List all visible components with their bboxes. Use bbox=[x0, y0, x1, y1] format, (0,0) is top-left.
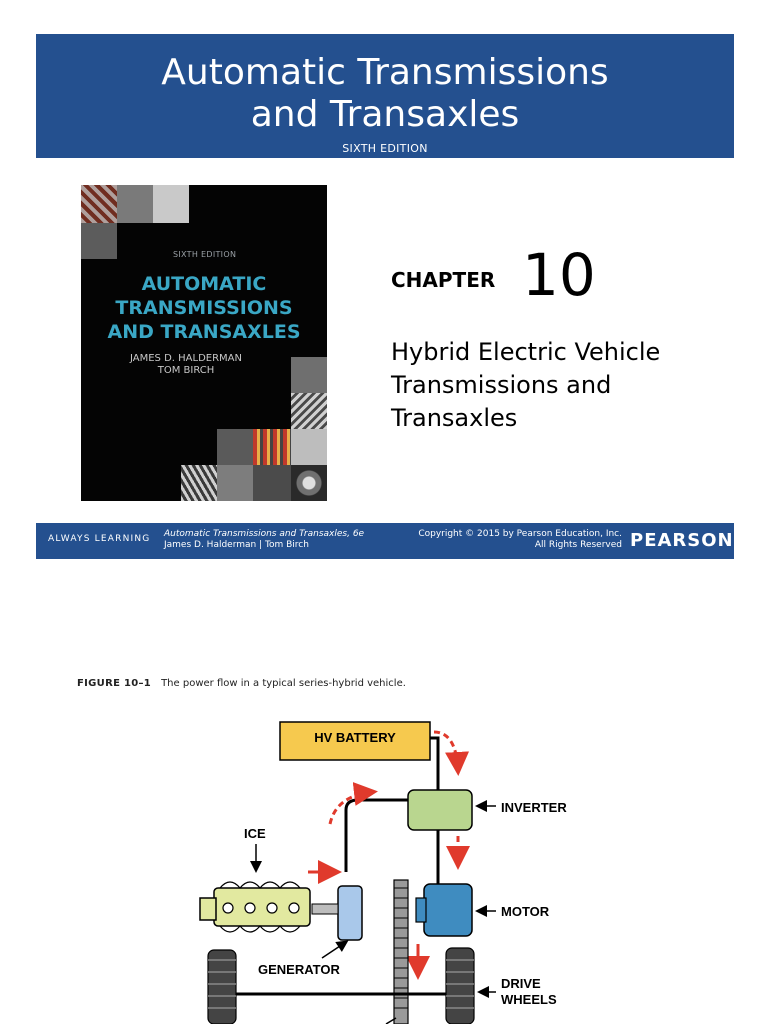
figure-caption-text: The power flow in a typical series-hybrid vehicle. bbox=[161, 678, 406, 689]
flow-arrow-generator-inverter bbox=[330, 792, 372, 824]
always-learning-label: ALWAYS LEARNING bbox=[48, 534, 151, 544]
book-title-line-1: Automatic Transmissions bbox=[161, 52, 609, 93]
battery-label: HV BATTERY bbox=[314, 730, 396, 745]
cover-photo-tile bbox=[253, 429, 291, 465]
cover-title-line-3: AND TRANSAXLES bbox=[107, 321, 301, 343]
generator-unit bbox=[338, 886, 362, 940]
cover-tile bbox=[253, 465, 291, 501]
leader-generator bbox=[322, 942, 346, 958]
battery-cable bbox=[430, 738, 438, 790]
cover-tile bbox=[81, 223, 117, 259]
transmission-gear bbox=[394, 880, 408, 1024]
pearson-logo: PEARSON bbox=[630, 530, 734, 551]
chapter-title-line-2: Transmissions and bbox=[391, 371, 612, 399]
chapter-title bbox=[391, 336, 721, 435]
drive-label: DRIVE bbox=[501, 976, 541, 991]
wheel-left bbox=[208, 950, 236, 1024]
title-banner bbox=[36, 34, 734, 158]
footer-bar bbox=[36, 523, 734, 559]
book-title-line-2: and Transaxles bbox=[250, 94, 520, 135]
footer-authors: James D. Halderman | Tom Birch bbox=[164, 540, 309, 550]
cover-title-line-1: AUTOMATIC bbox=[141, 273, 267, 295]
chapter-title-line-1: Hybrid Electric Vehicle bbox=[391, 338, 661, 366]
cover-author-1: JAMES D. HALDERMAN bbox=[130, 353, 242, 364]
generator-label: GENERATOR bbox=[258, 962, 340, 977]
cover-photo-tile bbox=[291, 465, 327, 501]
motor-label: MOTOR bbox=[501, 904, 550, 919]
cover-tile bbox=[217, 465, 253, 501]
generator-cable bbox=[346, 800, 408, 872]
chapter-title-line-3: Transaxles bbox=[391, 404, 518, 432]
book-cover bbox=[81, 185, 327, 501]
cover-tile bbox=[117, 185, 153, 223]
series-hybrid-diagram bbox=[190, 712, 590, 1024]
cover-tile bbox=[291, 357, 327, 393]
cover-tile bbox=[153, 185, 189, 223]
footer-book-title: Automatic Transmissions and Transaxles, 6e bbox=[164, 529, 365, 539]
cover-tile bbox=[217, 429, 253, 465]
ice-label: ICE bbox=[244, 826, 266, 841]
cover-photo-tile bbox=[181, 465, 217, 501]
ice-engine bbox=[200, 882, 310, 932]
cover-tile bbox=[291, 429, 327, 465]
copyright-notice bbox=[416, 529, 622, 551]
inverter-label: INVERTER bbox=[501, 800, 567, 815]
cover-title-line-2: TRANSMISSIONS bbox=[115, 297, 293, 319]
cover-photo-tile bbox=[81, 185, 117, 223]
rights-line: All Rights Reserved bbox=[534, 540, 622, 550]
cover-photo-tile bbox=[291, 393, 327, 429]
copyright-line: Copyright © 2015 by Pearson Education, Inc. bbox=[418, 529, 622, 539]
book-reference bbox=[164, 529, 364, 551]
wheels-label: WHEELS bbox=[501, 992, 557, 1007]
chapter-label: CHAPTER bbox=[391, 268, 496, 292]
figure-label: FIGURE 10–1 bbox=[77, 678, 152, 689]
cover-author-2: TOM BIRCH bbox=[157, 365, 215, 376]
cover-edition: SIXTH EDITION bbox=[173, 250, 237, 259]
inverter-box bbox=[408, 790, 472, 830]
edition-label: SIXTH EDITION bbox=[342, 142, 428, 155]
motor-unit bbox=[424, 884, 472, 936]
chapter-number: 10 bbox=[522, 241, 596, 309]
figure-caption bbox=[77, 678, 406, 689]
